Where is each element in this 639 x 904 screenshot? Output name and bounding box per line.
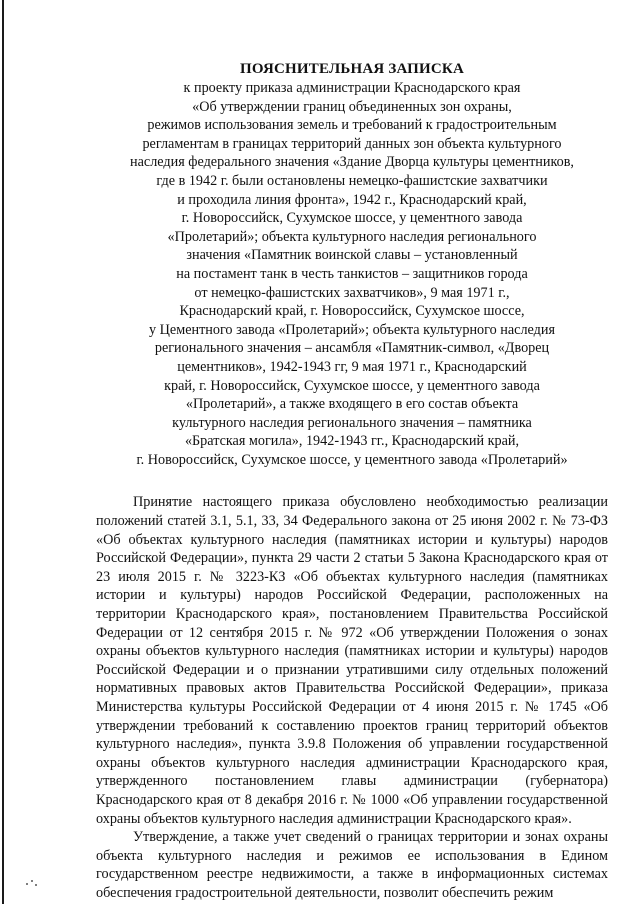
subtitle-line: Краснодарский край, г. Новороссийск, Сухумское шоссе,: [179, 303, 525, 320]
subtitle-line: край, г. Новороссийск, Сухумское шоссе, у цементного завода: [164, 377, 540, 394]
page-left-edge: [2, 0, 4, 904]
body-paragraph-approval: Утверждение, а также учет сведений о границах территории и зонах охраны объекта культурного наследия и режимов ее использования в Едином государственном реестре недвижимости, а также в информационных системах обеспечения градостроительной деятельности, позволит обеспечить режим: [96, 829, 608, 901]
document-page: [96, 60, 608, 903]
subtitle-line: «Пролетарий», а также входящего в его состав объекта: [185, 396, 519, 413]
subtitle-line: у Цементного завода «Пролетарий»; объекта культурного наследия: [149, 321, 555, 338]
subtitle-line: регионального значения – ансамбля «Памятник-символ, «Дворец: [154, 340, 550, 357]
subtitle-line: г. Новороссийск, Сухумское шоссе, у цементного завода «Пролетарий»: [136, 451, 568, 468]
document-subtitle: [96, 79, 608, 469]
subtitle-line: «Об утверждении границ объединенных зон охраны,: [192, 98, 512, 115]
subtitle-line: культурного наследия регионального значения – памятника: [172, 414, 532, 431]
subtitle-line: где в 1942 г. были остановлены немецко-фашистские захватчики: [156, 172, 548, 189]
body-paragraph-legal-basis: Принятие настоящего приказа обусловлено необходимостью реализации положений статей 3.1, 5.1, 33, 34 Федерального закона от 25 июня 2002 г. № 73-ФЗ «Об объектах культурного наследия (памятниках истории и культуры) народов Российской Федерации», пункта 29 части 2 статьи 5 Закона Краснодарского края от 23 июля 2015 г. № 3223-КЗ «Об объектах культурного наследия (памятниках истории и культуры) народов Российской Федерации, расположенных на территории Краснодарского края», постановлением Правительства Российской Федерации от 12 сентября 2015 г. № 972 «Об утверждении Положения о зонах охраны объектов культурного наследия (памятниках истории и культуры) народов Российской Федерации и о признании утратившими силу отдельных положений нормативных правовых актов Правительства Российской Федерации», приказа Министерства культуры Российской Федерации от 4 июня 2015 г. № 1745 «Об утверждении требований к составлению проектов границ территорий объектов культурного наследия», пункта 3.9.8 Положения об управлении государственной охраны объектов культурного наследия администрации Краснодарского края, утвержденного постановлением главы администрации (губернатора) Краснодарского края от 8 декабря 2016 г. № 1000 «Об управлении государственной охраны объектов культурного наследия администрации Краснодарского края».: [96, 494, 608, 827]
document-title: ПОЯСНИТЕЛЬНАЯ ЗАПИСКА: [239, 61, 465, 77]
subtitle-line: «Братская могила», 1942-1943 гг., Краснодарский край,: [184, 433, 520, 450]
subtitle-line: «Пролетарий»; объекта культурного наследия регионального: [167, 228, 537, 245]
section-gap: [96, 469, 608, 493]
subtitle-line: от немецко-фашистских захватчиков», 9 мая 1971 г.,: [194, 284, 510, 301]
subtitle-line: режимов использования земель и требований к градостроительным: [147, 117, 557, 134]
subtitle-line: г. Новороссийск, Сухумское шоссе, у цементного завода: [181, 210, 523, 227]
subtitle-line: к проекту приказа администрации Краснодарского края: [183, 80, 521, 96]
subtitle-line: на постамент танк в честь танкистов – защитников города: [176, 265, 528, 282]
subtitle-line: наследия федерального значения «Здание Дворца культуры цементников,: [130, 154, 574, 171]
subtitle-line: цементников», 1942-1943 гг, 9 мая 1971 г., Краснодарский: [177, 358, 527, 375]
subtitle-line: регламентам в границах территорий данных зон объекта культурного: [142, 135, 562, 152]
scan-speck-marks: [26, 880, 38, 886]
subtitle-line: значения «Памятник воинской славы – установленный: [186, 247, 518, 264]
subtitle-line: и проходила линия фронта», 1942 г., Краснодарский край,: [177, 191, 527, 208]
